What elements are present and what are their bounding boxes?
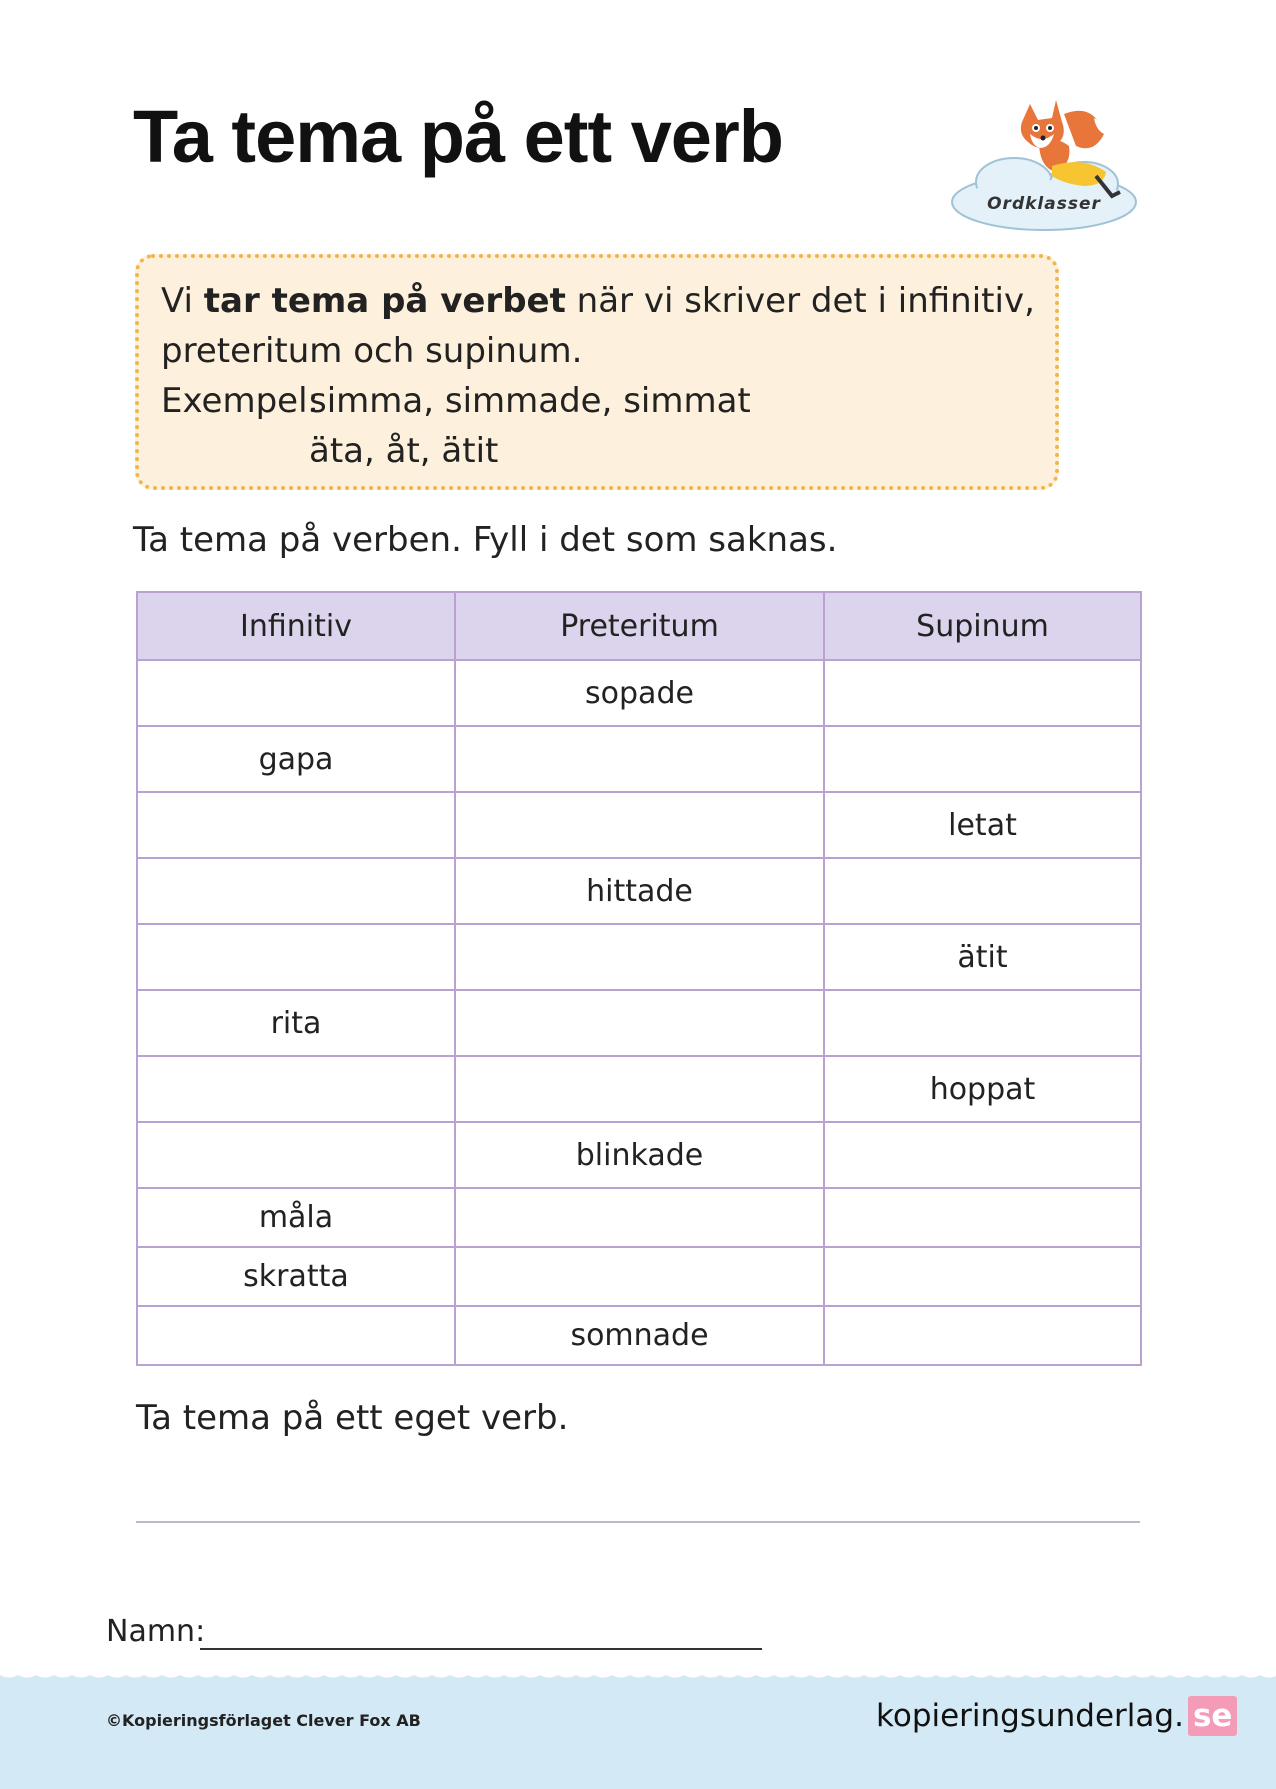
answer-line[interactable] [136,1521,1140,1523]
preteritum-cell[interactable] [455,1188,824,1247]
infinitiv-cell[interactable] [137,792,455,858]
info-line-3 [161,376,1033,426]
task-1-instruction: Ta tema på verben. Fyll i det som saknas. [133,520,838,560]
infinitiv-cell[interactable] [137,1122,455,1188]
table-row [137,924,1141,990]
preteritum-cell[interactable] [455,990,824,1056]
infinitiv-cell[interactable] [137,924,455,990]
supinum-cell[interactable] [824,726,1141,792]
table-row [137,1306,1141,1365]
preteritum-cell[interactable]: hittade [455,858,824,924]
brand-text: kopieringsunderlag. [876,1698,1184,1734]
infinitiv-cell[interactable] [137,1306,455,1365]
page-title: Ta tema på ett verb [133,95,783,178]
infinitiv-cell[interactable]: gapa [137,726,455,792]
verb-table [136,591,1142,1366]
supinum-cell[interactable] [824,990,1141,1056]
preteritum-cell[interactable]: somnade [455,1306,824,1365]
table-row [137,726,1141,792]
supinum-cell[interactable] [824,1247,1141,1306]
header-infinitiv: Infinitiv [137,592,455,660]
info-bold-text: tar tema på verbet [203,281,566,321]
table-row [137,858,1141,924]
preteritum-cell[interactable] [455,1056,824,1122]
preteritum-cell[interactable]: blinkade [455,1122,824,1188]
copyright: ©Kopieringsförlaget Clever Fox AB [106,1711,421,1730]
table-row [137,1188,1141,1247]
info-line-4 [161,426,1033,476]
info-line-1 [161,276,1033,326]
table-row [137,792,1141,858]
infinitiv-cell[interactable]: skratta [137,1247,455,1306]
brand-tld: se [1188,1696,1237,1736]
table-header-row [137,592,1141,660]
preteritum-cell[interactable] [455,726,824,792]
preteritum-cell[interactable] [455,792,824,858]
infinitiv-cell[interactable]: måla [137,1188,455,1247]
infinitiv-cell[interactable]: rita [137,990,455,1056]
infinitiv-cell[interactable] [137,660,455,726]
supinum-cell[interactable] [824,1306,1141,1365]
preteritum-cell[interactable] [455,1247,824,1306]
example-1: simma, simmade, simmat [309,381,751,421]
infinitiv-cell[interactable] [137,1056,455,1122]
table-row [137,1122,1141,1188]
task-2-instruction: Ta tema på ett eget verb. [136,1398,569,1438]
supinum-cell[interactable] [824,1188,1141,1247]
info-box [135,254,1059,490]
header-preteritum: Preteritum [455,592,824,660]
table-row [137,1247,1141,1306]
header-supinum: Supinum [824,592,1141,660]
table-row [137,1056,1141,1122]
fox-cloud-badge [944,94,1144,244]
name-label: Namn: [106,1614,206,1649]
supinum-cell[interactable]: hoppat [824,1056,1141,1122]
supinum-cell[interactable] [824,660,1141,726]
info-text: Vi [161,281,204,321]
supinum-cell[interactable]: ätit [824,924,1141,990]
info-text: när vi skriver det i infinitiv, [565,281,1035,321]
table-row [137,660,1141,726]
preteritum-cell[interactable]: sopade [455,660,824,726]
example-2: äta, åt, ätit [309,431,499,471]
preteritum-cell[interactable] [455,924,824,990]
info-line-2: preteritum och supinum. [161,331,583,371]
supinum-cell[interactable] [824,858,1141,924]
brand-logo [876,1696,1237,1736]
name-field[interactable] [200,1648,762,1650]
infinitiv-cell[interactable] [137,858,455,924]
table-row [137,990,1141,1056]
supinum-cell[interactable]: letat [824,792,1141,858]
badge-label: Ordklasser [987,194,1101,214]
supinum-cell[interactable] [824,1122,1141,1188]
example-label: Exempel: [161,381,319,421]
fox-mascot-icon [944,94,1144,244]
